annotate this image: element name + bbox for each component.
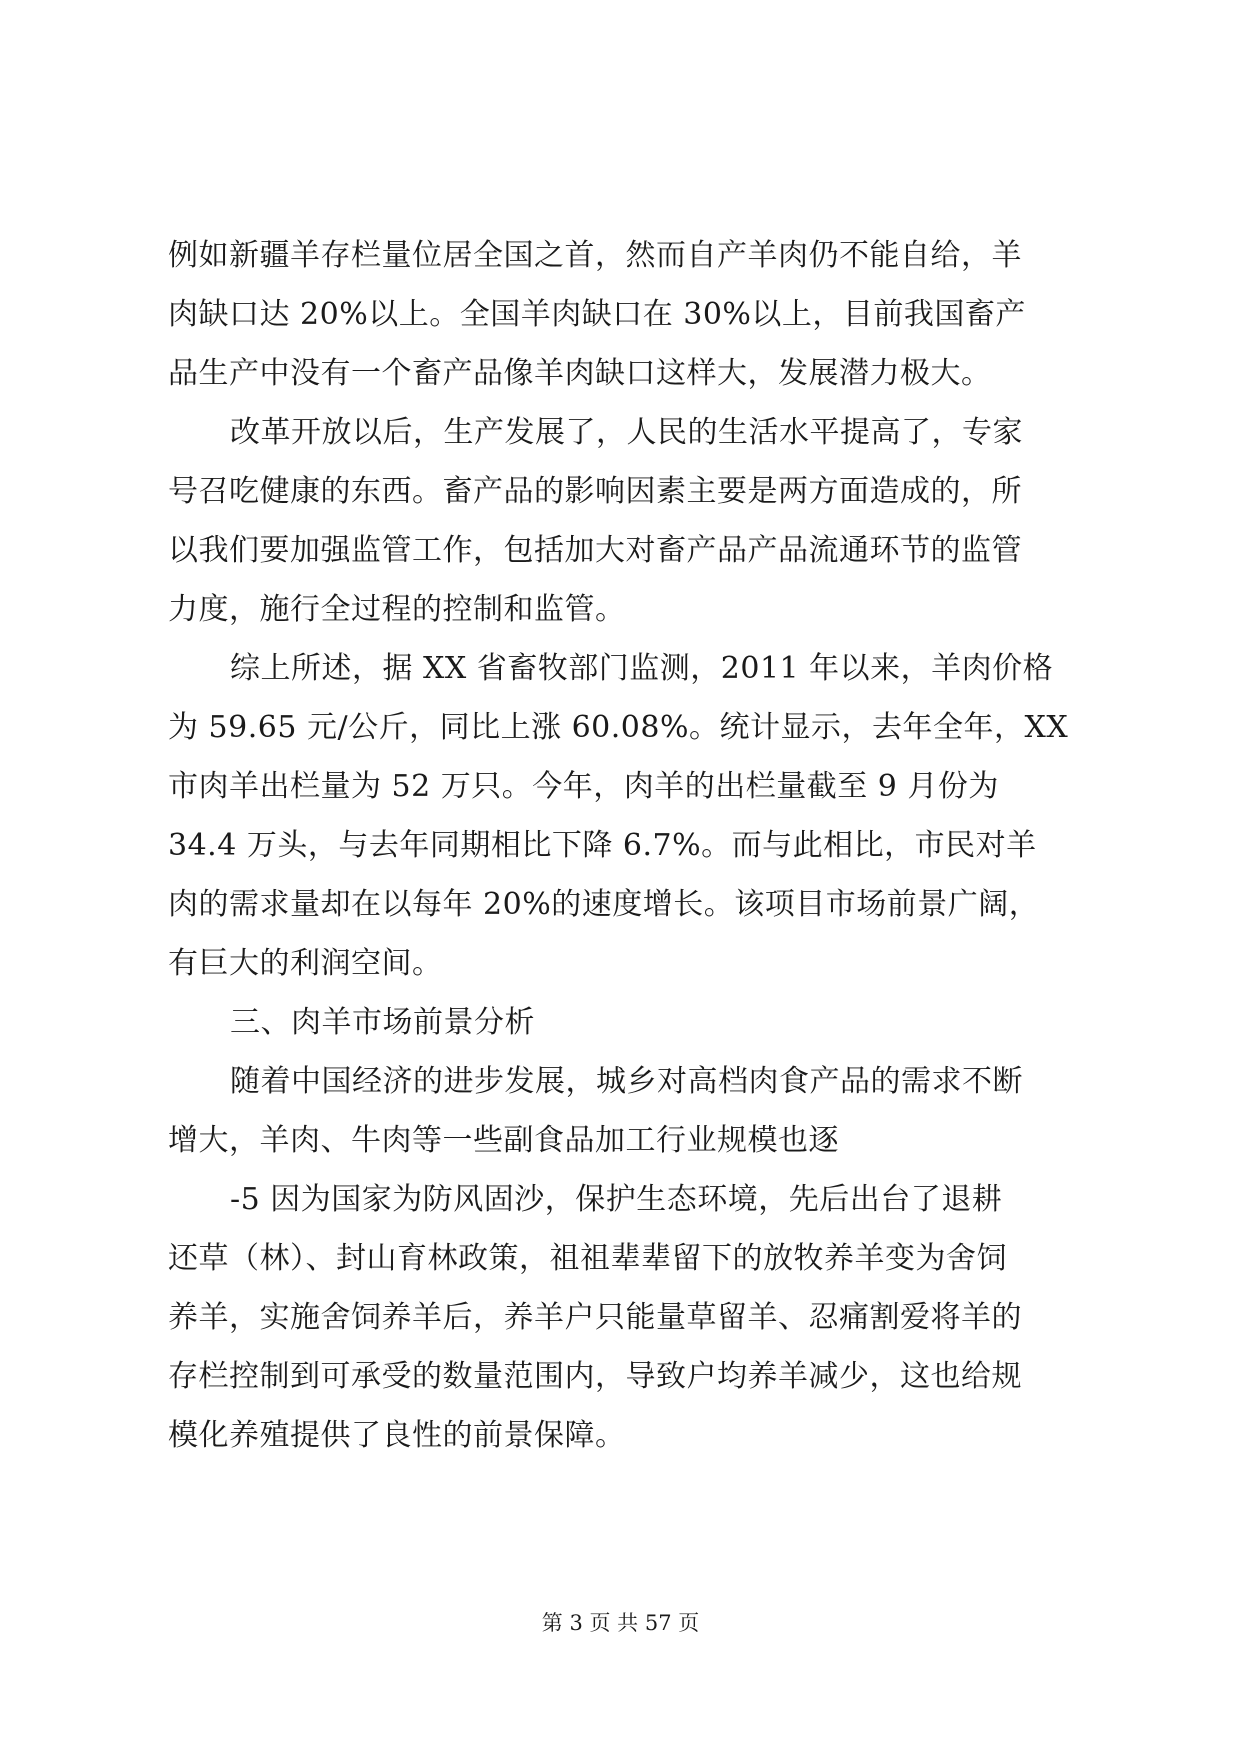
text-line: 以我们要加强监管工作，包括加大对畜产品产品流通环节的监管 — [168, 533, 1022, 568]
text-line: 肉的需求量却在以每年 20%的速度增长。该项目市场前景广阔， — [168, 887, 1040, 922]
text-line: 肉缺口达 20%以上。全国羊肉缺口在 30%以上，目前我国畜产 — [168, 297, 1026, 332]
text-line: 34.4 万头，与去年同期相比下降 6.7%。而与此相比，市民对羊 — [168, 828, 1037, 863]
text-line: 模化养殖提供了良性的前景保障。 — [168, 1418, 626, 1453]
text-line: 还草（林）、封山育林政策，祖祖辈辈留下的放牧养羊变为舍饲 — [168, 1241, 1007, 1276]
text-line: 例如新疆羊存栏量位居全国之首，然而自产羊肉仍不能自给，羊 — [168, 238, 1022, 273]
text-line: 有巨大的利润空间。 — [168, 946, 443, 981]
text-line: 随着中国经济的进步发展，城乡对高档肉食产品的需求不断 — [230, 1064, 1023, 1099]
text-line: 存栏控制到可承受的数量范围内，导致户均养羊减少，这也给规 — [168, 1359, 1022, 1394]
body-text — [168, 226, 1078, 1465]
text-line: 力度，施行全过程的控制和监管。 — [168, 592, 626, 627]
text-line: 增大，羊肉、牛肉等一些副食品加工行业规模也逐 — [168, 1123, 839, 1158]
text-line: 市肉羊出栏量为 52 万只。今年，肉羊的出栏量截至 9 月份为 — [168, 769, 999, 804]
text-line: 养羊，实施舍饲养羊后，养羊户只能量草留羊、忍痛割爱将羊的 — [168, 1300, 1022, 1335]
section-heading: 三、肉羊市场前景分析 — [230, 1005, 535, 1040]
text-line: -5 因为国家为防风固沙，保护生态环境，先后出台了退耕 — [230, 1182, 1003, 1217]
text-line: 为 59.65 元/公斤，同比上涨 60.08%。统计显示，去年全年，XX — [168, 710, 1069, 745]
text-line: 改革开放以后，生产发展了，人民的生活水平提高了，专家 — [230, 415, 1023, 450]
text-line: 综上所述，据 XX 省畜牧部门监测，2011 年以来，羊肉价格 — [230, 651, 1054, 686]
text-line: 品生产中没有一个畜产品像羊肉缺口这样大，发展潜力极大。 — [168, 356, 992, 391]
page-number-footer: 第 3 页 共 57 页 — [541, 1611, 700, 1635]
text-line: 号召吃健康的东西。畜产品的影响因素主要是两方面造成的，所 — [168, 474, 1022, 509]
